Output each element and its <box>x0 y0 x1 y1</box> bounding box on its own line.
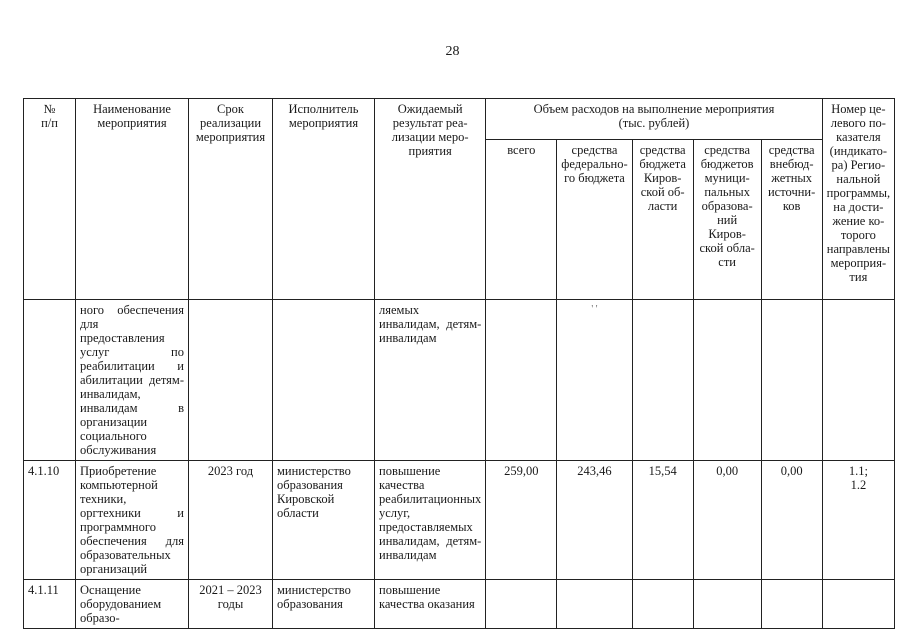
cell-result: повышение качества реабилитационных услуг, предоставляемых инвалидам, детям-инвалидам <box>375 461 486 580</box>
cell-municipal: 0,00 <box>693 461 761 580</box>
measures-table <box>23 98 895 629</box>
header-name: Наименование мероприятия <box>76 99 189 300</box>
header-num: № п/п <box>24 99 76 300</box>
header-indicator: Номер це- левого по- казателя (индикато- ра) Регио- нальной программы, на дости- жение ко- торого направлены мероприя- тия <box>822 99 894 300</box>
cell-extrabudget <box>761 300 822 461</box>
header-federal: средства федерально- го бюджета <box>557 140 632 300</box>
cell-indicator <box>822 300 894 461</box>
cell-regional <box>632 580 693 629</box>
cell-extrabudget <box>761 580 822 629</box>
cell-num: 4.1.11 <box>24 580 76 629</box>
cell-executor: министерство образования <box>273 580 375 629</box>
header-municipal: средства бюджетов муници- пальных образова- ний Киров- ской обла- сти <box>693 140 761 300</box>
cell-name: Оснащение оборудованием образо- <box>76 580 189 629</box>
cell-municipal <box>693 580 761 629</box>
cell-executor: министерство образования Кировской области <box>273 461 375 580</box>
header-term: Срок реализации мероприятия <box>189 99 273 300</box>
cell-federal: ' ' <box>557 300 632 461</box>
header-result: Ожидаемый результат реа- лизации меро- приятия <box>375 99 486 300</box>
cell-federal: 243,46 <box>557 461 632 580</box>
cell-term: 2023 год <box>189 461 273 580</box>
cell-num: 4.1.10 <box>24 461 76 580</box>
header-row-1 <box>24 99 895 140</box>
header-regional: средства бюджета Киров- ской об- ласти <box>632 140 693 300</box>
page-number: 28 <box>445 44 460 59</box>
cell-num <box>24 300 76 461</box>
cell-regional: 15,54 <box>632 461 693 580</box>
cell-executor <box>273 300 375 461</box>
cell-term: 2021 – 2023 годы <box>189 580 273 629</box>
cell-term <box>189 300 273 461</box>
table-row <box>24 580 895 629</box>
table-row <box>24 461 895 580</box>
table-row <box>24 300 895 461</box>
cell-result: повышение качества оказания <box>375 580 486 629</box>
cell-federal <box>557 580 632 629</box>
cell-total <box>486 580 557 629</box>
header-total: всего <box>486 140 557 300</box>
cell-indicator <box>822 580 894 629</box>
header-executor: Исполнитель мероприятия <box>273 99 375 300</box>
cell-total <box>486 300 557 461</box>
cell-name: Приобретение компьютерной техники, оргтехники и программного обеспечения для образовательных организаций <box>76 461 189 580</box>
cell-total: 259,00 <box>486 461 557 580</box>
cell-indicator: 1.1; 1.2 <box>822 461 894 580</box>
header-expenses: Объем расходов на выполнение мероприятия (тыс. рублей) <box>486 99 822 140</box>
cell-regional <box>632 300 693 461</box>
header-extrabudget: средства внебюд- жетных источни- ков <box>761 140 822 300</box>
cell-municipal <box>693 300 761 461</box>
cell-extrabudget: 0,00 <box>761 461 822 580</box>
cell-name: ного обеспечения для предоставления услуг по реабилитации и абилитации детям-инвалидам, инвалидам в организации социального обслуживания <box>76 300 189 461</box>
cell-result: ляемых инвалидам, детям-инвалидам <box>375 300 486 461</box>
